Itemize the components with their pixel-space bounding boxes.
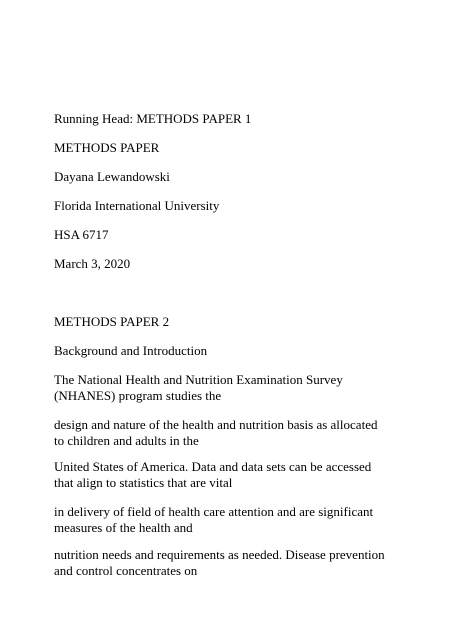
section-heading: Background and Introduction <box>54 343 208 358</box>
paragraph-1-line-1: The National Health and Nutrition Examination Survey <box>54 372 343 387</box>
paragraph-1-line-2: (NHANES) program studies the <box>54 388 222 403</box>
paragraph-2-line-2: to children and adults in the <box>54 433 199 448</box>
paper-title: METHODS PAPER <box>54 140 160 155</box>
page-header: METHODS PAPER 2 <box>54 314 170 329</box>
paragraph-3-line-1: United States of America. Data and data sets can be accessed <box>54 459 372 474</box>
institution: Florida International University <box>54 198 220 213</box>
author-name: Dayana Lewandowski <box>54 169 170 184</box>
course-code: HSA 6717 <box>54 227 109 242</box>
running-head: Running Head: METHODS PAPER 1 <box>54 111 252 126</box>
paragraph-4-line-1: in delivery of field of health care attention and are significant <box>54 504 374 519</box>
paragraph-2-line-1: design and nature of the health and nutrition basis as allocated <box>54 417 378 432</box>
paragraph-5-line-1: nutrition needs and requirements as needed. Disease prevention <box>54 547 385 562</box>
paragraph-3-line-2: that align to statistics that are vital <box>54 475 233 490</box>
paragraph-5-line-2: and control concentrates on <box>54 563 198 578</box>
paper-date: March 3, 2020 <box>54 256 131 271</box>
paragraph-4-line-2: measures of the health and <box>54 520 193 535</box>
